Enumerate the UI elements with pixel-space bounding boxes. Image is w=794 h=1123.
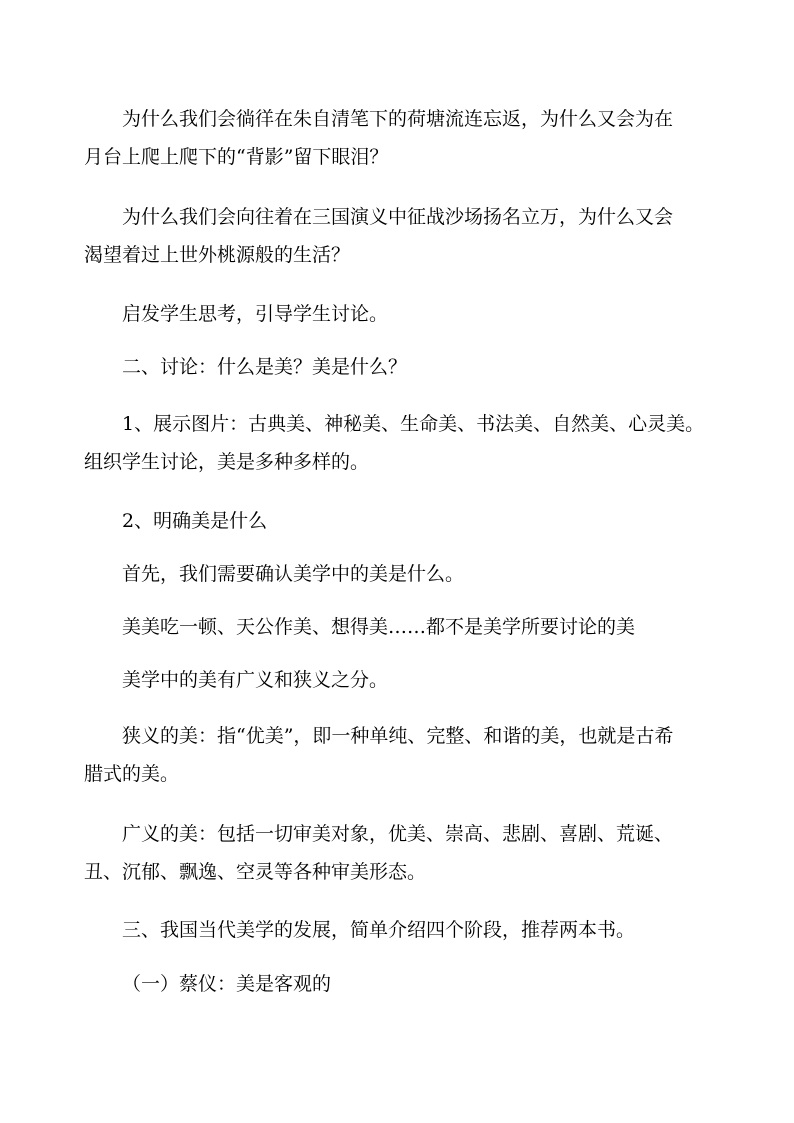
paragraph-line: 为什么我们会向往着在三国演义中征战沙场扬名立万，为什么又会 bbox=[122, 206, 674, 228]
paragraph-line: 启发学生思考，引导学生讨论。 bbox=[122, 303, 389, 325]
paragraph-line: 1、展示图片：古典美、神秘美、生命美、书法美、自然美、心灵美。 bbox=[122, 413, 705, 435]
paragraph-line: 美学中的美有广义和狭义之分。 bbox=[122, 669, 389, 691]
subsection-heading-cai-yi bbox=[84, 965, 724, 1003]
paragraph-line: 广义的美：包括一切审美对象，优美、崇高、悲剧、喜剧、荒诞、 bbox=[122, 823, 674, 845]
paragraph-line: 狭义的美：指“优美”，即一种单纯、完整、和谐的美，也就是古希 bbox=[122, 725, 674, 747]
paragraph-everyday-beauty bbox=[84, 608, 724, 646]
paragraph-line: 月台上爬上爬下的“背影”留下眼泪？ bbox=[84, 146, 389, 168]
paragraph-zhu-ziqing-question bbox=[84, 100, 724, 176]
paragraph-line: 三、我国当代美学的发展，简单介绍四个阶段，推荐两本书。 bbox=[122, 919, 636, 941]
paragraph-line: 丑、沉郁、飘逸、空灵等各种审美形态。 bbox=[84, 861, 427, 883]
paragraph-line: 2、明确美是什么 bbox=[122, 510, 268, 532]
paragraph-line: （一）蔡仪：美是客观的 bbox=[122, 973, 332, 995]
paragraph-line: 腊式的美。 bbox=[84, 763, 180, 785]
paragraph-line: 组织学生讨论，美是多种多样的。 bbox=[84, 451, 370, 473]
paragraph-line: 首先，我们需要确认美学中的美是什么。 bbox=[122, 563, 465, 585]
paragraph-show-pictures bbox=[84, 405, 724, 481]
section-heading-three bbox=[84, 911, 724, 949]
paragraph-line: 美美吃一顿、天公作美、想得美……都不是美学所要讨论的美 bbox=[122, 616, 636, 638]
paragraph-narrow-beauty bbox=[84, 717, 724, 793]
paragraph-first-confirm bbox=[84, 555, 724, 593]
paragraph-line: 二、讨论：什么是美？美是什么？ bbox=[122, 356, 408, 378]
paragraph-broad-narrow bbox=[84, 661, 724, 699]
paragraph-broad-beauty bbox=[84, 815, 724, 891]
paragraph-guide-discussion bbox=[84, 295, 724, 333]
paragraph-define-beauty bbox=[84, 502, 724, 540]
paragraph-line: 为什么我们会徜徉在朱自清笔下的荷塘流连忘返，为什么又会为在 bbox=[122, 108, 674, 130]
paragraph-line: 渴望着过上世外桃源般的生活？ bbox=[84, 244, 351, 266]
section-heading-two bbox=[84, 348, 724, 386]
paragraph-three-kingdoms-question bbox=[84, 198, 724, 274]
